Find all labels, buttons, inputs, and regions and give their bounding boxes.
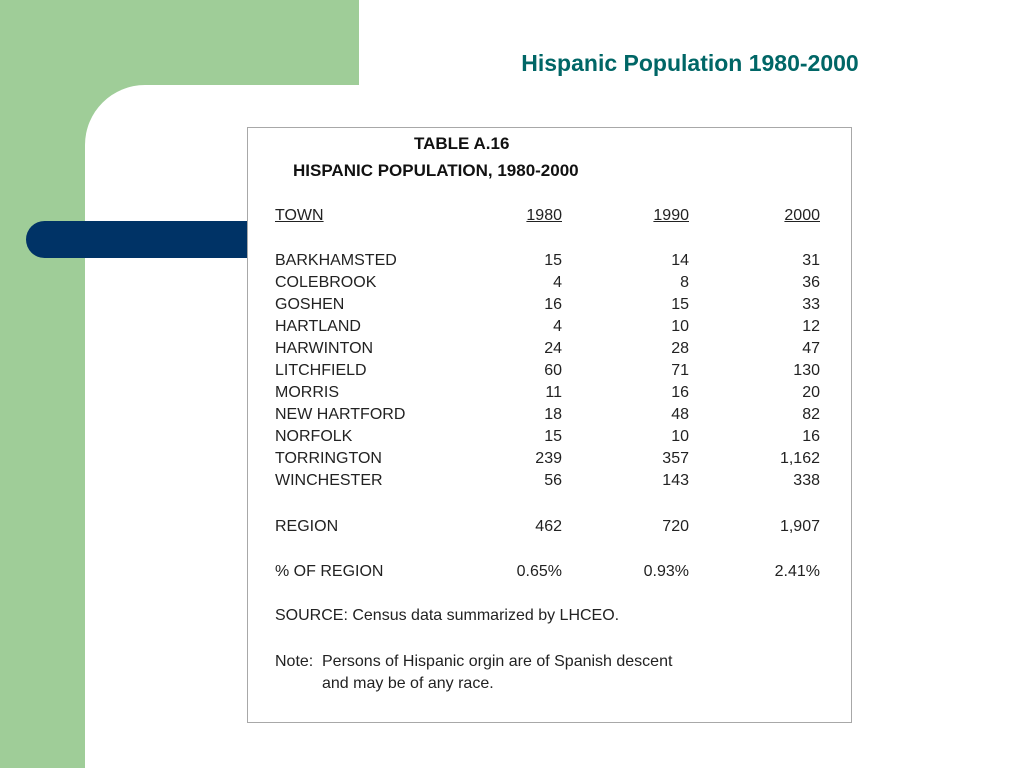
table-row bbox=[275, 428, 820, 448]
cell-1990: 10 bbox=[671, 318, 689, 335]
cell-town: MORRIS bbox=[275, 384, 339, 401]
header-town: TOWN bbox=[275, 207, 324, 224]
cell-2000: 12 bbox=[802, 318, 820, 335]
cell-town: HARTLAND bbox=[275, 318, 361, 335]
cell-town: LITCHFIELD bbox=[275, 362, 367, 379]
cell-2000: 20 bbox=[802, 384, 820, 401]
cell-1990: 16 bbox=[671, 384, 689, 401]
cell-1990: 14 bbox=[671, 252, 689, 269]
cell-town: BARKHAMSTED bbox=[275, 252, 397, 269]
header-1980: 1980 bbox=[526, 207, 562, 224]
cell-1980: 4 bbox=[553, 318, 562, 335]
note-label: Note: bbox=[275, 653, 314, 670]
header-1990: 1990 bbox=[653, 207, 689, 224]
cell-2000: 1,162 bbox=[779, 450, 820, 467]
decorative-blue-bar bbox=[26, 221, 266, 258]
cell-2000: 47 bbox=[802, 340, 820, 357]
cell-2000: 130 bbox=[793, 362, 820, 379]
slide-title: Hispanic Population 1980-2000 bbox=[521, 50, 859, 76]
region-total-row bbox=[275, 518, 820, 538]
cell-2000: 338 bbox=[793, 472, 820, 489]
cell-1980: 56 bbox=[544, 472, 562, 489]
cell-1980: 60 bbox=[544, 362, 562, 379]
cell-1980: 462 bbox=[535, 518, 562, 535]
cell-2000: 16 bbox=[802, 428, 820, 445]
cell-1990: 143 bbox=[662, 472, 689, 489]
note-line-2: and may be of any race. bbox=[322, 675, 494, 692]
table-title: TABLE A.16 bbox=[414, 134, 510, 153]
table-row bbox=[275, 274, 820, 294]
table-header-row bbox=[275, 207, 820, 227]
cell-1980: 4 bbox=[553, 274, 562, 291]
table-row bbox=[275, 384, 820, 404]
cell-town: COLEBROOK bbox=[275, 274, 377, 291]
table-row bbox=[275, 252, 820, 272]
cell-1980: 18 bbox=[544, 406, 562, 423]
cell-1990: 71 bbox=[671, 362, 689, 379]
cell-1980: 24 bbox=[544, 340, 562, 357]
cell-1990: 28 bbox=[671, 340, 689, 357]
table-row bbox=[275, 340, 820, 360]
cell-town: HARWINTON bbox=[275, 340, 374, 357]
cell-2000: 1,907 bbox=[779, 518, 820, 535]
cell-1980: 15 bbox=[544, 252, 562, 269]
cell-1980: 239 bbox=[535, 450, 562, 467]
cell-1980: 16 bbox=[544, 296, 562, 313]
cell-1990: 48 bbox=[671, 406, 689, 423]
cell-town: TORRINGTON bbox=[275, 450, 382, 467]
table-subtitle: HISPANIC POPULATION, 1980-2000 bbox=[293, 161, 579, 180]
cell-town: REGION bbox=[275, 518, 339, 535]
cell-town: WINCHESTER bbox=[275, 472, 383, 489]
table-row bbox=[275, 296, 820, 316]
cell-1980: 0.65% bbox=[516, 563, 562, 580]
table-row bbox=[275, 406, 820, 426]
note-line-1: Persons of Hispanic orgin are of Spanish descent bbox=[322, 653, 673, 670]
cell-1990: 10 bbox=[671, 428, 689, 445]
cell-town: NORFOLK bbox=[275, 428, 353, 445]
header-2000: 2000 bbox=[784, 207, 820, 224]
cell-town: NEW HARTFORD bbox=[275, 406, 406, 423]
table-row bbox=[275, 362, 820, 382]
cell-2000: 31 bbox=[802, 252, 820, 269]
cell-2000: 36 bbox=[802, 274, 820, 291]
cell-2000: 82 bbox=[802, 406, 820, 423]
cell-1990: 720 bbox=[662, 518, 689, 535]
source-note: SOURCE: Census data summarized by LHCEO. bbox=[275, 607, 620, 624]
cell-2000: 2.41% bbox=[774, 563, 820, 580]
cell-1980: 15 bbox=[544, 428, 562, 445]
cell-2000: 33 bbox=[802, 296, 820, 313]
percent-of-region-row bbox=[275, 563, 820, 583]
table-row bbox=[275, 472, 820, 492]
cell-1990: 357 bbox=[662, 450, 689, 467]
cell-town: GOSHEN bbox=[275, 296, 345, 313]
table-row bbox=[275, 450, 820, 470]
cell-1990: 0.93% bbox=[643, 563, 689, 580]
table-image bbox=[247, 127, 852, 723]
cell-town: % OF REGION bbox=[275, 563, 384, 580]
cell-1990: 15 bbox=[671, 296, 689, 313]
cell-1990: 8 bbox=[680, 274, 689, 291]
table-row bbox=[275, 318, 820, 338]
cell-1980: 11 bbox=[545, 384, 562, 401]
